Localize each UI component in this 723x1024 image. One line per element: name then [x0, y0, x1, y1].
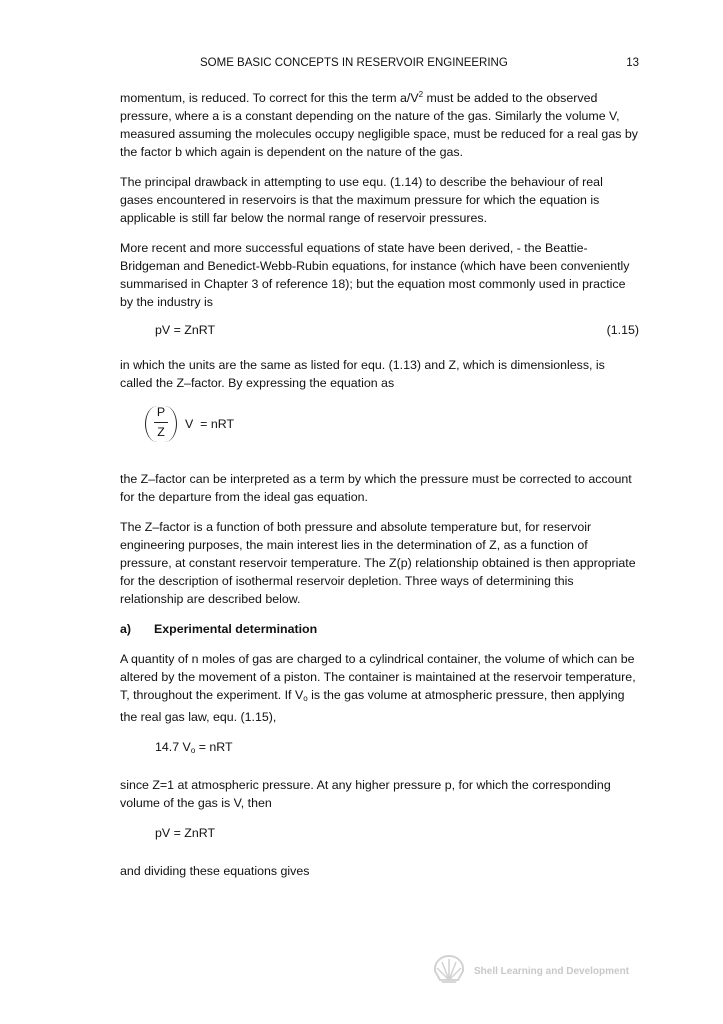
fraction-denominator: Z [157, 425, 165, 439]
equation-atmospheric: 14.7 $V_o$ = nRT [155, 740, 233, 755]
paragraph-6: The Z–factor is a function of both pressure and absolute temperature but, for reservoir engineering purposes, the main interest lies in the determination of Z, as a function of pressure, at constant reservoir temperature. The Z(p) relationship obtained is then appropriate for the description of isothermal reservoir depletion. Three ways of determining this relationship are described below. [120, 520, 636, 606]
equation-1-15-number: (1.15) [606, 323, 639, 337]
paragraph-5: the Z–factor can be interpreted as a term by which the pressure must be corrected to account for the departure from the ideal gas equation. [120, 472, 632, 504]
page-number: 13 [626, 57, 639, 69]
paragraph-9: and dividing these equations gives [120, 864, 310, 878]
section-label: a) [120, 622, 132, 636]
footer-text: Shell Learning and Development [474, 966, 630, 977]
paragraph-8: since Z=1 at atmospheric pressure. At any higher pressure p, for which the corresponding volume of the gas is V, then [120, 778, 611, 810]
equation-pv [120, 824, 639, 842]
fraction-equation-rhs: V = nRT [185, 417, 235, 431]
equation-1-15 [120, 321, 639, 339]
equation-pv-expression: pV = ZnRT [155, 826, 216, 840]
header-title: SOME BASIC CONCEPTS IN RESERVOIR ENGINEERING [200, 57, 508, 69]
footer-branding [432, 954, 642, 990]
paragraph-3: More recent and more successful equations of state have been derived, - the Beattie-Bridgeman and Benedict-Webb-Rubin equations, for instance (which have been conveniently summarised in Chapter 3 of reference 18); but the equation most commonly used in practice by the industry is [120, 241, 630, 309]
fraction-numerator: P [156, 405, 166, 419]
fraction-equation [120, 404, 639, 446]
paragraph-4: in which the units are the same as listed for equ. (1.13) and Z, which is dimensionless, is called the Z–factor. By expressing the equation as [120, 358, 605, 390]
fraction-bar [154, 422, 168, 423]
paragraph-1: momentum, is reduced. To correct for this the term $a/V^2$ must be added to the observed pressure, where a is a constant depending on the nature of the gas. Similarly the volume V, measured assuming the molecules occupy negligible space, must be reduced for a real gas by the factor b which again is dependent on the nature of the gas. [120, 90, 638, 159]
equation-1-15-expression: pV = ZnRT [155, 323, 216, 337]
fraction-p-over-z [145, 404, 177, 441]
paragraph-2: The principal drawback in attempting to use equ. (1.14) to describe the behaviour of real gases encountered in reservoirs is that the maximum pressure for which the equation is applicable is still far below the normal range of reservoir pressures. [120, 175, 603, 225]
section-title: Experimental determination [154, 622, 318, 636]
section-heading-a [120, 620, 639, 638]
body-text [120, 89, 639, 892]
paragraph-7: A quantity of n moles of gas are charged to a cylindrical container, the volume of which can be altered by the movement of a piston. The container is maintained at the reservoir temperature, T, throughout the experiment. If $V_o$ is the gas volume at atmospheric pressure, then applying the real gas law, equ. (1.15), [120, 652, 636, 724]
shell-logo-icon [432, 954, 466, 989]
